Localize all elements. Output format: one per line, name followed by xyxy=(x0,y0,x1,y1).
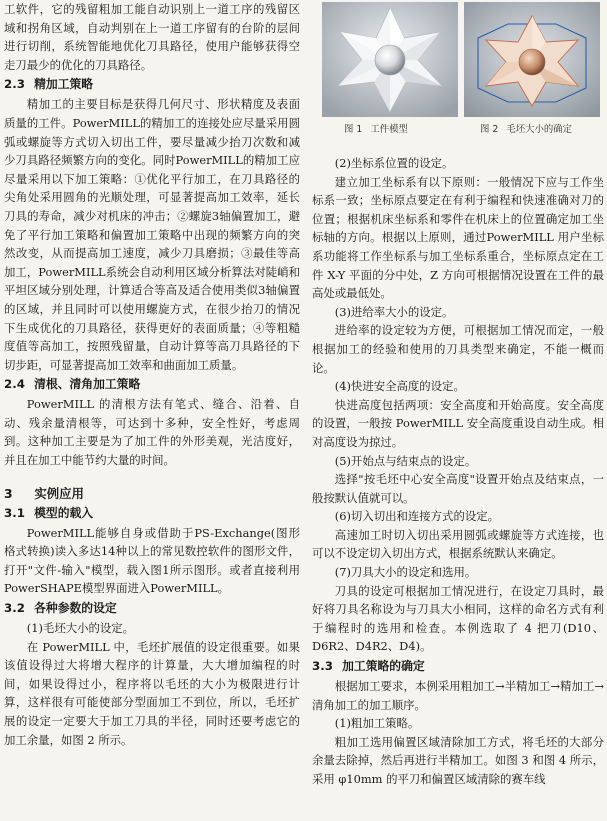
figure-1-caption xyxy=(344,121,408,135)
section-3-3-heading xyxy=(312,657,604,676)
section-2-4-heading xyxy=(4,375,300,394)
section-title: 模型的载入 xyxy=(34,505,94,520)
figure-title: 毛坯大小的确定 xyxy=(506,124,572,135)
corner-clean-paragraph: PowerMILL 的清根方法有笔式、缝合、沿着、自动、残余量清根等，可达到十多种，安全性好，考虑周到。这种加工主要是为了加工件的外形美观，光洁度好，并且在加工中能节约大量的时间。 xyxy=(4,397,300,468)
stock-size-illustration xyxy=(464,2,600,117)
start-end-paragraph: 选择"按毛坯中心安全高度"设置开始点及结束点，一般按默认值就可以。 xyxy=(312,472,604,505)
section-3-1-heading xyxy=(4,504,300,523)
right-column xyxy=(312,0,604,789)
section-title: 实例应用 xyxy=(34,485,84,501)
tool-size-paragraph: 刀具的设定可根据加工情况进行，在设定刀具时，最好将刀具名称设为与刀具大小相同，这样的命名方式有利于编程时的选用和检查。本例选取了 4 把刀(D10、D6R2、D4R2、D4)。 xyxy=(312,583,604,654)
section-number: 3.2 xyxy=(4,601,25,616)
finishing-paragraph: 精加工的主要目标是获得几何尺寸、形状精度及表面质量的工件。PowerMILL的精加工的连接处应尽量采用圆弧或螺旋等方式切入切出工件，要尽量减少抬刀次数和减少刀具路径频繁方向的变化。同时PowerMILL的精加工应尽量采用以下加工策略：①优化平行加工，在刀具路径的尖角处采用圆角的光顺处理，可显著提高加工效率，延长刀具的寿命，减少对机床的冲击；②螺旋3轴偏置加工，避免了平行加工策略和偏置加工策略中出现的频繁方向的突然改变，从而提高加工速度，减少刀具磨损；③最佳等高加工，PowerMILL系统会自动利用区域分析算法对陡峭和平坦区域分别处理，计算适合等高及适合使用类似3轴偏置的区域，并且同时可以使用螺旋方式，在很少抬刀的情况下生成优化的刀具路径，获得更好的表面质量；④等粗糙度值等高加工，按照残留量，自动计算等高刀具路径的下切步距，可显著提高加工效率和曲面加工质量。 xyxy=(4,97,300,372)
list-item-coordinate: (2)坐标系位置的设定。 xyxy=(334,156,454,170)
section-number: 2.3 xyxy=(4,77,25,92)
figure-2-image xyxy=(464,2,600,117)
section-3-heading xyxy=(4,484,300,503)
section-3-2-heading xyxy=(4,599,300,618)
figure-1-image xyxy=(322,2,458,117)
lead-in-out-paragraph: 高速加工时切入切出采用圆弧或螺旋等方式连接，也可以不设定切入切出方式，根据系统默认来确定。 xyxy=(312,527,604,561)
section-number: 3.3 xyxy=(312,659,333,674)
figure-number: 图 2 xyxy=(480,124,499,135)
section-title: 清根、清角加工策略 xyxy=(34,377,141,392)
workpiece-model-illustration xyxy=(322,2,458,117)
list-item-stock-size: (1)毛坯大小的设定。 xyxy=(26,621,135,636)
rough-strategy-paragraph: 粗加工选用偏置区域清除加工方式，将毛坯的大部分余量去除掉，然后再进行半精加工。如图 3 和图 4 所示，采用 φ10mm 的平刀和偏置区域清除的赛车线 xyxy=(312,734,604,786)
section-number: 2.4 xyxy=(4,377,25,392)
section-number: 3 xyxy=(4,485,13,501)
left-column xyxy=(4,0,300,749)
figure-row xyxy=(312,0,604,148)
list-item-start-end: (5)开始点与结束点的设定。 xyxy=(334,453,477,468)
figure-2-caption xyxy=(480,121,572,135)
feed-rate-paragraph: 进给率的设定较为方便，可根据加工情况而定，一般根据加工的经验和使用的刀具类型来确定，不能一概而论。 xyxy=(312,323,604,375)
figure-number: 图 1 xyxy=(344,124,363,135)
list-item-tool-size: (7)刀具大小的设定和选用。 xyxy=(334,565,477,580)
section-title: 加工策略的确定 xyxy=(342,659,425,674)
section-2-3-heading xyxy=(4,75,300,94)
stock-size-paragraph: 在 PowerMILL 中，毛坯扩展值的设定很重要。如果该值设得过大将增大程序的计算量，大大增加编程的时间，如果设得过小，程序将以毛坯的大小为极限进行计算，这样很有可能使部分型面加工不到位，所以，毛坯扩展的设定一定要大于加工刀具的半径，同时还要考虑它的加工余量，如图 2 所示。 xyxy=(4,639,300,747)
section-number: 3.1 xyxy=(4,505,25,520)
model-load-paragraph: PowerMILL能够自身或借助于PS-Exchange(图形格式转换)读入多达14种以上的常见数控软件的图形文件，打开"文件-输入"模型，载入图1所示图形。或者直接利用PowerSHAPE模型界面进入PowerMILL。 xyxy=(4,525,300,596)
section-title: 各种参数的设定 xyxy=(34,601,117,616)
section-title: 精加工策略 xyxy=(34,77,94,92)
intro-paragraph: 工软件，它的残留粗加工能自动识别上一道工序的残留区域和拐角区域，自动判别在上一道工序留有的台阶的层间进行切削，系统智能地优化刀具路径，使用户能够获得空走刀最少的优化的刀具路径。 xyxy=(4,2,300,72)
list-item-feed-rate: (3)进给率大小的设定。 xyxy=(334,304,454,319)
figure-title: 工件模型 xyxy=(370,124,408,135)
list-item-rough-strategy: (1)粗加工策略。 xyxy=(334,716,420,731)
list-item-lead-in-out: (6)切入切出和连接方式的设定。 xyxy=(334,509,500,524)
strategy-order-paragraph: 根据加工要求，本例采用粗加工→半精加工→精加工→清角加工的加工顺序。 xyxy=(312,679,604,712)
rapid-height-paragraph: 快进高度包括两项：安全高度和开始高度。安全高度的设置，一般按 PowerMILL 安全高度重设自动生成。相对高度设为掠过。 xyxy=(312,397,604,449)
coordinate-paragraph: 建立加工坐标系有以下原则：一般情况下应与工作坐标系一致；坐标原点要定在有利于编程和快速准确对刀的位置；根据机床坐标系和零件在机床上的位置确定加工坐标轴的方向。根据以上原则，通过PowerMILL 用户坐标系功能将工作坐标系与加工坐标系重合，坐标原点定在工件 X-Y 平面的分中处，Z 方向可根据情况设置在工件的最高处或最低处。 xyxy=(312,174,604,301)
list-item-rapid-height: (4)快进安全高度的设定。 xyxy=(334,379,465,394)
